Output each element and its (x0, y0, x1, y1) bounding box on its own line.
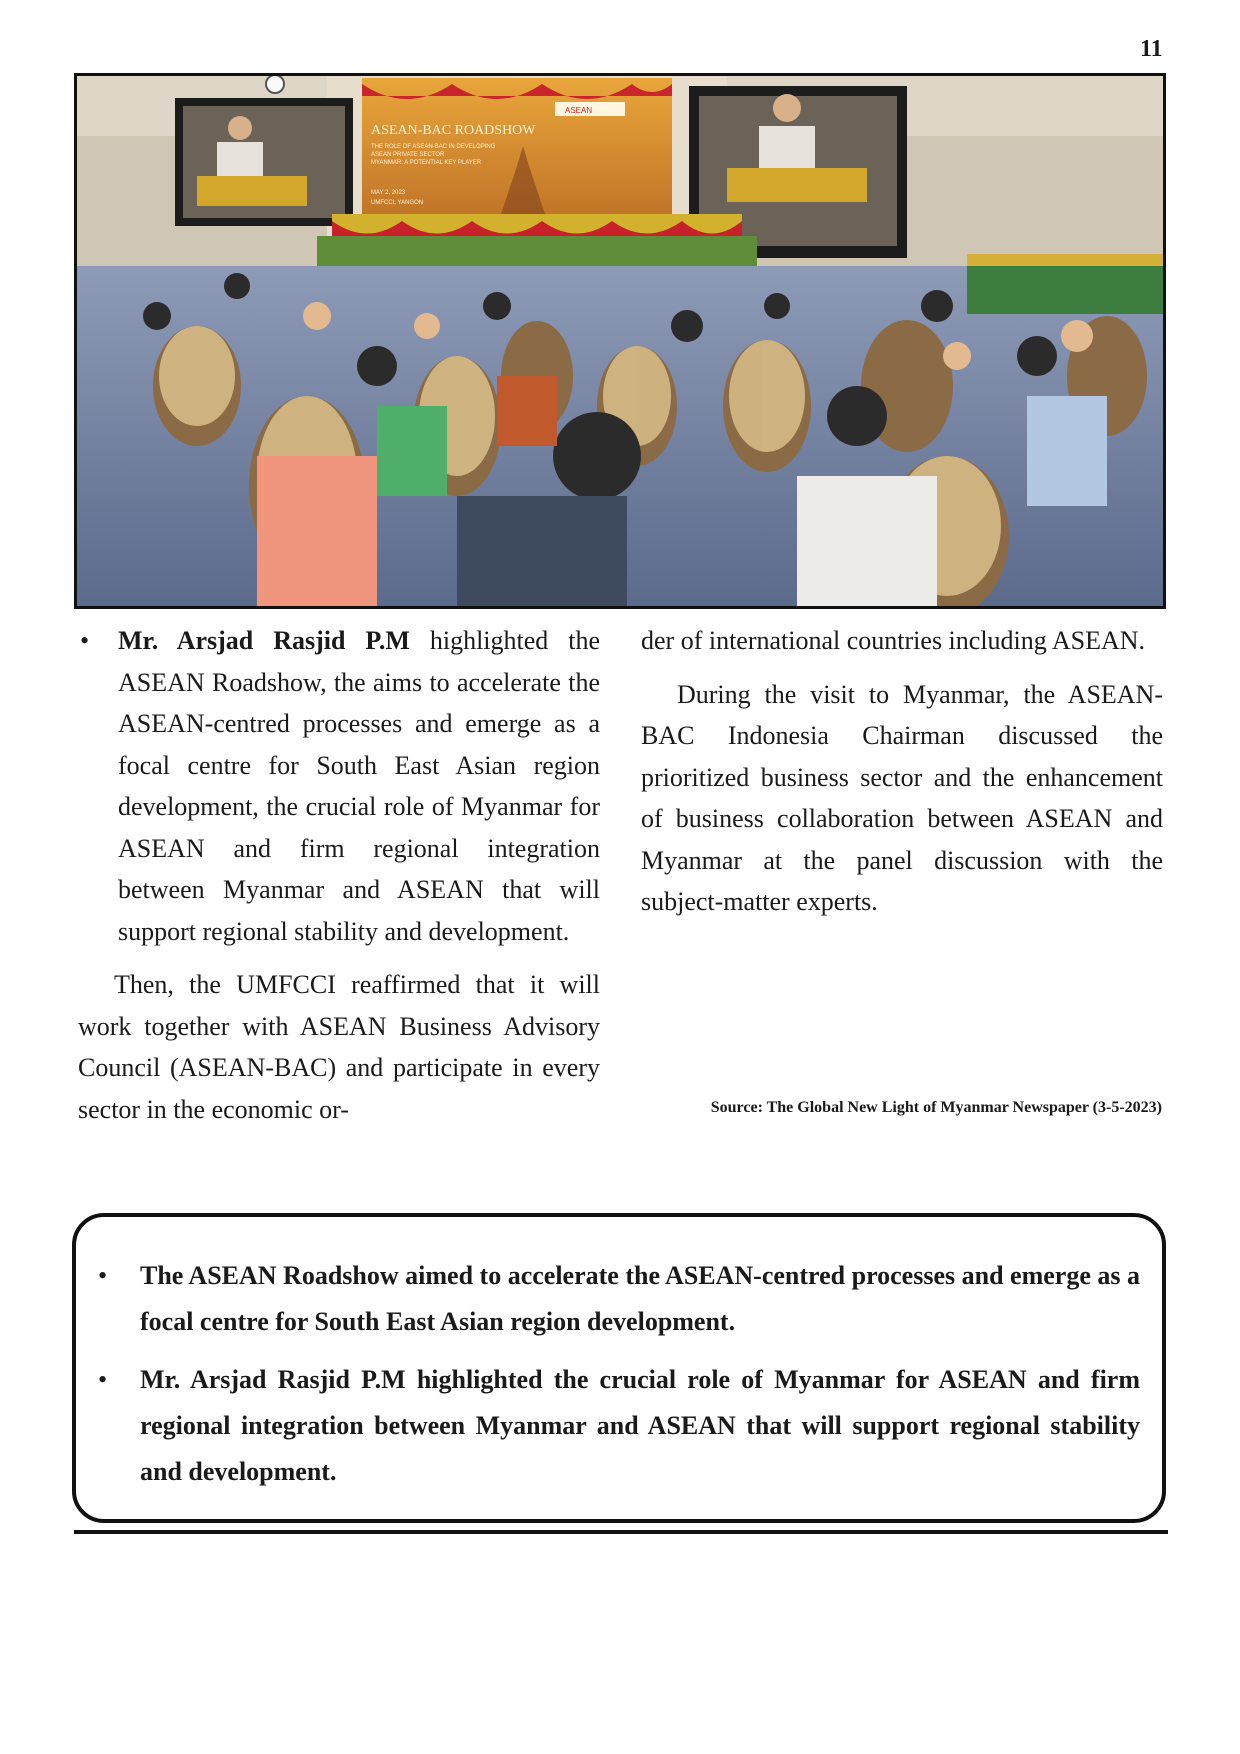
event-photo-illustration (77, 76, 1163, 606)
summary-box (72, 1213, 1166, 1523)
summary-item-text: The ASEAN Roadshow aimed to accelerate the ASEAN-centred processes and emerge as a focal centre for South East Asian region development. (140, 1261, 1140, 1336)
article-bullet-paragraph (78, 620, 600, 952)
summary-item (98, 1253, 1140, 1345)
clock-icon (266, 76, 284, 93)
article-bullet-text: highlighted the ASEAN Roadshow, the aims to accelerate the ASEAN-centred processes and emerge as a focal centre for South East Asian region development, the crucial role of Myanmar for ASEAN and firm regional integration between Myanmar and ASEAN that will support regional stability and development. (118, 626, 600, 946)
bullet-marker: • (98, 1261, 108, 1290)
banner-line-2: ASEAN PRIVATE SECTOR (371, 152, 445, 158)
source-citation: Source: The Global New Light of Myanmar Newspaper (3-5-2023) (710, 1099, 1162, 1116)
bottom-rule (74, 1530, 1168, 1534)
banner-date: MAY 2, 2023 (371, 190, 406, 196)
article-left-column (78, 620, 600, 1130)
article-paragraph: During the visit to Myanmar, the ASEAN-BAC Indonesia Chairman discussed the prioritized business sector and the enhancement of business collaboration between ASEAN and Myanmar at the panel discussion with the subject-matter experts. (641, 679, 1163, 916)
event-photo (74, 73, 1166, 609)
bullet-marker: • (80, 626, 90, 655)
banner-place: UMFCCI, YANGON (371, 200, 424, 206)
article-paragraph-continued: der of international countries including ASEAN. (641, 626, 1146, 655)
speaker-name: Mr. Arsjad Rasjid P.M (118, 626, 410, 655)
banner-line-1: THE ROLE OF ASEAN-BAC IN DEVELOPING (371, 144, 496, 150)
asean-logo-text: ASEAN (565, 106, 593, 115)
article-paragraph: Then, the UMFCCI reaffirmed that it will work together with ASEAN Business Advisory Council (ASEAN-BAC) and participate in every sector in the economic or- (78, 970, 600, 1124)
banner-title: ASEAN-BAC ROADSHOW (371, 123, 536, 138)
banner-line-3: MYANMAR: A POTENTIAL KEY PLAYER (371, 160, 482, 166)
article-right-column (641, 620, 1163, 923)
summary-item (98, 1357, 1140, 1495)
page-number: 11 (1140, 36, 1163, 62)
bullet-marker: • (98, 1365, 108, 1394)
summary-item-text: Mr. Arsjad Rasjid P.M highlighted the crucial role of Myanmar for ASEAN and firm regional integration between Myanmar and ASEAN that will support regional stability and development. (140, 1365, 1140, 1486)
summary-list (98, 1253, 1140, 1495)
